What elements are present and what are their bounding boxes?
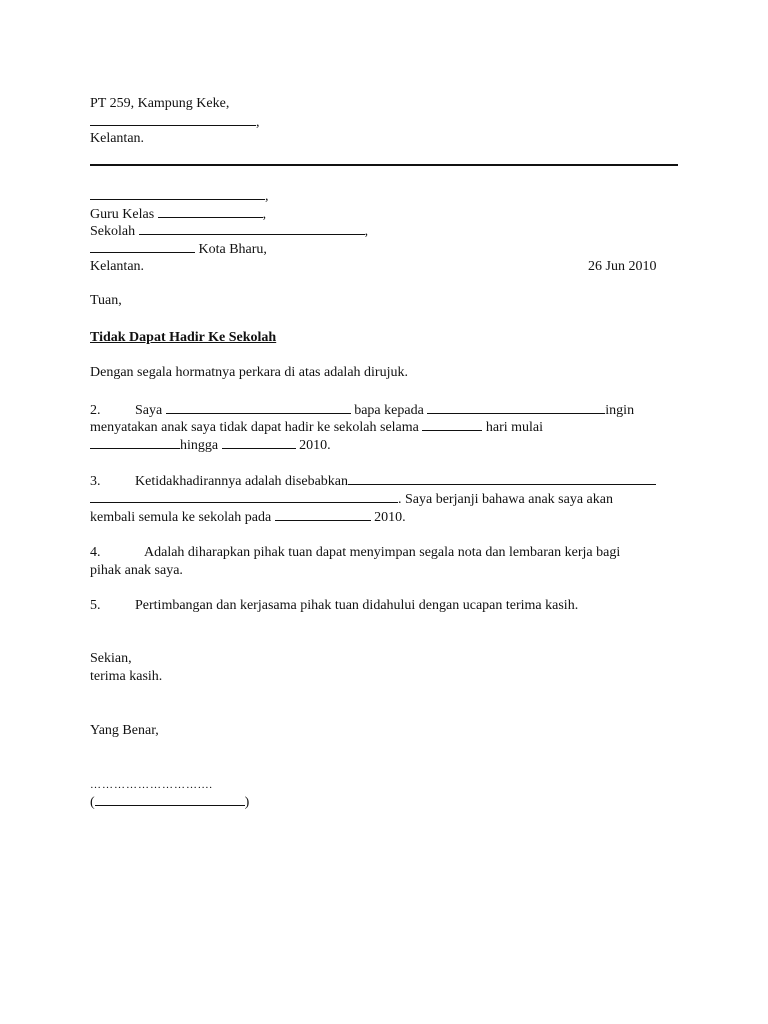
sender-address-line2: , xyxy=(90,113,260,131)
days-blank xyxy=(422,418,482,431)
para3-line2: . Saya berjanji bahawa anak saya akan xyxy=(90,490,613,508)
para2-line3: hingga 2010. xyxy=(90,436,331,454)
recipient-guru-line: Guru Kelas , xyxy=(90,207,267,222)
reason-blank-1 xyxy=(348,472,656,485)
para4-line2: pihak anak saya. xyxy=(90,563,183,578)
para2-line2: menyatakan anak saya tidak dapat hadir ke sekolah selama hari mulai xyxy=(90,420,544,435)
para3-line3: kembali semula ke sekolah pada 2010. xyxy=(90,510,406,525)
reason-blank-2 xyxy=(90,490,398,503)
sender-address-blank xyxy=(90,113,256,126)
signature-dots: ……………………….... xyxy=(90,779,213,791)
para2-line1: 2. Saya bapa kepada ingin xyxy=(90,403,635,418)
recipient-name-blank xyxy=(90,187,265,200)
closing-sekian: Sekian, xyxy=(90,651,132,666)
letter-date: 26 Jun 2010 xyxy=(588,259,657,274)
recipient-city-line: Kota Bharu, xyxy=(90,240,267,258)
sender-address-line3: Kelantan. xyxy=(90,131,145,146)
sender-address-line1: PT 259, Kampung Keke, xyxy=(90,96,230,111)
salutation: Tuan, xyxy=(90,293,122,308)
recipient-name-line: , xyxy=(90,187,269,205)
start-date-blank xyxy=(90,436,180,449)
para4-line1: 4. Adalah diharapkan pihak tuan dapat menyimpan segala nota dan lembaran kerja bagi xyxy=(90,545,621,560)
header-divider xyxy=(90,164,678,166)
child-name-blank xyxy=(427,401,605,414)
name-blank xyxy=(166,401,351,414)
opening-paragraph: Dengan segala hormatnya perkara di atas adalah dirujuk. xyxy=(90,365,408,380)
signature-name-blank xyxy=(95,793,245,806)
para5-line1: 5. Pertimbangan dan kerjasama pihak tuan didahului dengan ucapan terima kasih. xyxy=(90,598,579,613)
closing-terima-kasih: terima kasih. xyxy=(90,669,163,684)
end-date-blank xyxy=(222,436,296,449)
sekolah-blank xyxy=(139,222,365,235)
closing-yang-benar: Yang Benar, xyxy=(90,723,159,738)
recipient-state: Kelantan. xyxy=(90,259,145,274)
return-date-blank xyxy=(275,508,371,521)
guru-blank xyxy=(158,205,263,218)
city-prefix-blank xyxy=(90,240,195,253)
recipient-sekolah-line: Sekolah , xyxy=(90,224,369,239)
para3-line1: 3. Ketidakhadirannya adalah disebabkan xyxy=(90,472,656,490)
signature-name-line: ( ) xyxy=(90,795,250,810)
subject-title: Tidak Dapat Hadir Ke Sekolah xyxy=(90,330,277,345)
